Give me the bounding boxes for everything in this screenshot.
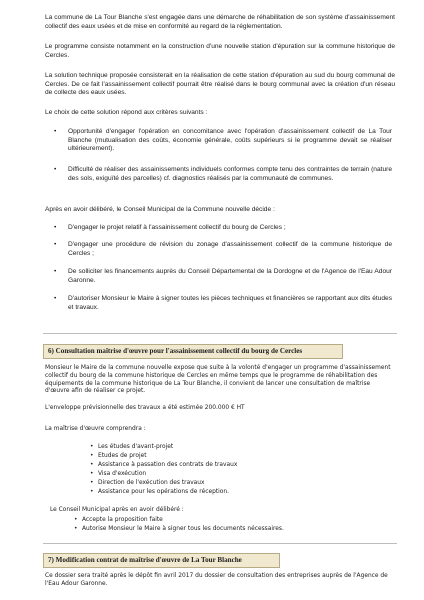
council-item-text: Accepte la proposition faite [82,517,163,523]
mo-item [90,471,146,479]
section-6-title: 6) Consultation maîtrise d'œuvre pour l'assainissement collectif du bourg de Cercles [48,347,303,355]
bullet-icon: • [54,224,57,231]
mo-item [90,462,237,470]
section-7-title: 7) Modification contrat de maîtrise d'œuvre de La Tour Blanche [48,556,242,564]
decision-item [54,268,392,285]
intro-paragraph: La solution technique proposée consisterait en la réalisation de cette station d'épuration au sud du bourg communal de Cercles. De ce fait l'assainissement collectif pourrait être réalisé dans le bourg communal avec la création d'un réseau de collecte des eaux usées. [45,72,395,97]
council-item [74,517,163,525]
mo-item-text: Assistance à passation des contrats de travaux [98,462,238,468]
mo-item [90,480,205,488]
bullet-icon: • [90,489,94,495]
section-7-header [43,553,280,568]
mo-item-text: Direction de l'exécution des travaux [98,480,205,486]
mo-item-text: Visa d'exécution [98,471,147,477]
bullet-icon: • [90,444,94,450]
section-6-header [43,344,343,359]
criteria-text: Opportunité d'engager l'opération en concomitance avec l'opération d'assainissement collectif de La Tour Blanche (mutualisation des coûts, économie générale, coûts supérieurs si le programme devait se réaliser ultérieurement). [68,128,392,153]
section-6-body: Monsieur le Maire de la commune nouvelle expose que suite à la volonté d'engager un programme d'assainissement collectif du bourg de la commune historique de Cercles en même temps que le programme de réhabilitation des équipements de la commune historique de La Tour Blanche, il convient de lancer une consultation de maîtrise d'œuvre afin de réaliser ce projet. [45,365,391,395]
council-item [74,526,284,534]
bullet-icon: • [90,462,94,468]
bullet-icon: • [90,471,94,477]
bullet-icon: • [54,128,57,135]
criteria-item [54,128,392,154]
section-divider [43,543,397,544]
section-6-council-intro: Le Conseil Municipal après en avoir délibéré : [50,507,184,513]
mo-item [90,444,173,452]
council-item-text: Autorise Monsieur le Maire à signer tous les documents nécessaires. [82,526,284,532]
budget-line: L'enveloppe prévisionnelle des travaux a été estimée 200.000 € HT [45,405,245,411]
decision-item [54,224,392,233]
mo-item-text: Assistance pour les opérations de réception. [98,489,229,495]
section-divider [43,333,397,334]
criteria-intro: Le choix de cette solution répond aux critères suivants : [45,109,208,116]
decision-text: D'engager une procédure de révision du zonage d'assainissement collectif de la commune historique de Cercles ; [68,241,392,257]
criteria-item [54,166,392,183]
decision-text: D'engager le projet relatif à l'assainissement collectif du bourg de Cercles ; [68,224,286,231]
mo-item [90,453,147,461]
bullet-icon: • [74,526,78,532]
mo-item-text: Les études d'avant-projet [98,444,174,450]
criteria-text: Difficulté de réaliser des assainissements individuels conformes compte tenu des contraintes de terrain (nature des sols, exiguïté des parcelles) cf. diagnostics réalisés par la communauté de communes. [68,166,392,182]
council-intro: Après en avoir délibéré, le Conseil Municipal de la Commune nouvelle décide : [45,206,275,213]
section-7-body: Ce dossier sera traité après le dépôt fin avril 2017 du dossier de consultation des entreprises auprès de l'Agence de l'Eau Adour Garonne. [45,573,388,587]
mo-item-text: Etudes de projet [98,453,147,459]
intro-paragraph: Le programme consiste notamment en la construction d'une nouvelle station d'épuration sur la commune historique de Cercles. [45,43,395,59]
decision-item [54,295,392,312]
bullet-icon: • [54,166,57,173]
bullet-icon: • [54,241,57,248]
decision-text: De solliciter les financements auprès du Conseil Départemental de la Dordogne et de l'Agence de l'Eau Adour Garonne. [68,268,392,284]
intro-paragraph: La commune de La Tour Blanche s'est engagée dans une démarche de réhabilitation de son système d'assainissement collectif des eaux usées et de mise en conformité au regard de la réglementation. [45,14,395,30]
decision-item [54,241,392,258]
bullet-icon: • [90,453,94,459]
bullet-icon: • [54,295,57,302]
bullet-icon: • [90,480,94,486]
mo-item [90,489,229,497]
bullet-icon: • [74,517,78,523]
decision-text: D'autoriser Monsieur le Maire à signer toutes les pièces techniques et financières se rapportant aux dits études et travaux. [68,295,392,311]
bullet-icon: • [54,268,57,275]
mo-intro: La maîtrise d'œuvre comprendra : [45,426,146,432]
